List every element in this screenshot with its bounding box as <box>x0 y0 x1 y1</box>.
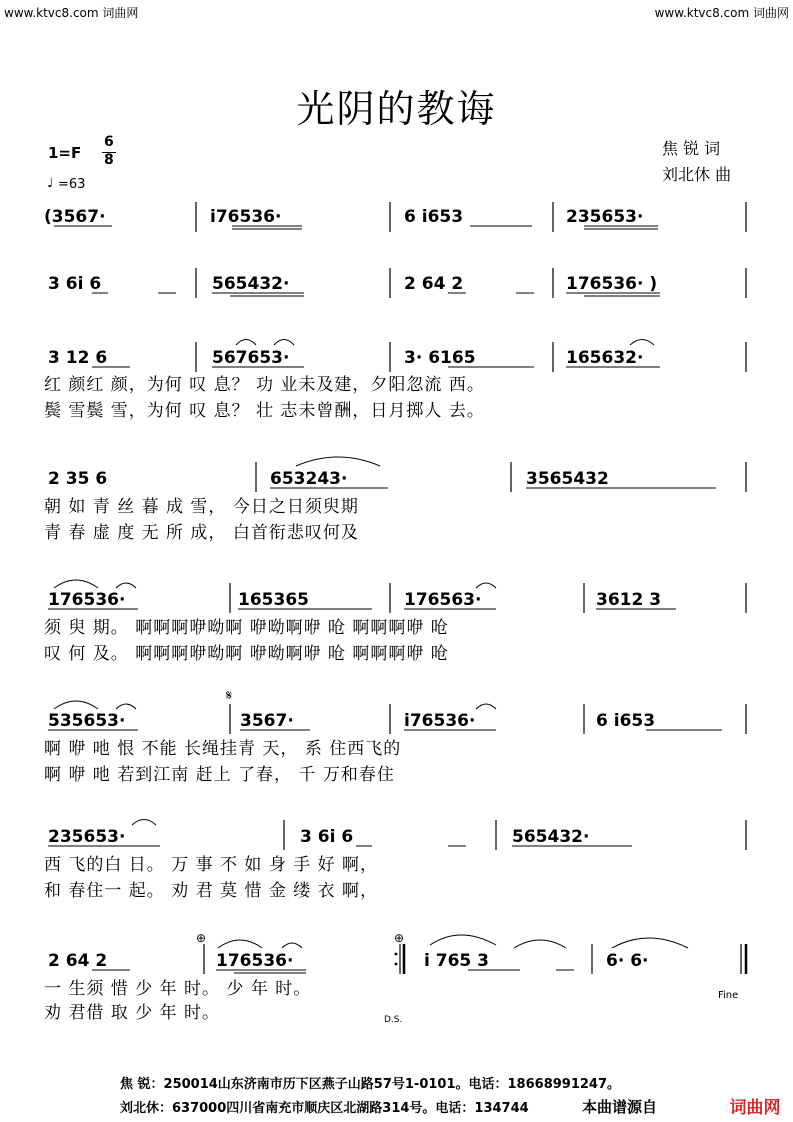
measure-text: 535653· <box>48 711 126 731</box>
lyric-line-verse-1: 朝 如 青 丝 暮 成 雪， 今日之日须臾期 <box>44 497 359 517</box>
measure-text: 176563· <box>404 590 482 610</box>
measure-text: 3 6i 6 <box>300 827 354 847</box>
measure-text: 176536· <box>48 590 126 610</box>
lyric-line-verse-2: 鬓 雪鬓 雪，为何 叹 息？ 壮 志未曾酬，日月掷人 去。 <box>44 401 485 421</box>
measure-text: 653243· <box>270 469 348 489</box>
measure-text: 165632· <box>566 348 644 368</box>
score-row-5 <box>44 580 746 664</box>
coda-icon: ⊕ <box>196 931 207 945</box>
footer-contact-composer: 刘北休：637000四川省南充市顺庆区北湖路314号。电话：134744 <box>120 1101 529 1116</box>
segno-icon: 𝄋 <box>226 688 233 704</box>
score-row-2 <box>48 268 746 298</box>
site-logo: 词曲网 <box>721 1096 789 1120</box>
measure-text: 176536· <box>216 951 294 971</box>
measure-text: 176536· ) <box>566 274 658 294</box>
key-signature: 1=F <box>48 144 82 162</box>
lyric-line-verse-2: 和 春住一 起。 劝 君 莫 惜 金 缕 衣 啊， <box>44 881 379 901</box>
source-stamp: 本曲谱源自 <box>582 1096 682 1118</box>
measure-text: 165365 <box>238 590 309 610</box>
footer-contact-lyricist: 焦 锐：250014山东济南市历下区燕子山路57号1-0101。电话：18668991247。 <box>120 1077 621 1092</box>
measure-text: 3· 6165 <box>404 348 476 368</box>
lyric-line-verse-1: 红 颜红 颜，为何 叹 息？ 功 业未及建，夕阳忽流 西。 <box>44 375 485 395</box>
lyric-line-verse-2: 青 春 虚 度 无 所 成， 白首衔悲叹何及 <box>44 523 359 543</box>
fine-marking: Fine <box>718 990 739 1001</box>
score-row-8 <box>44 931 746 1025</box>
measure-text: 3 6i 6 <box>48 274 102 294</box>
lyric-line-verse-1: 一 生须 惜 少 年 时。 少 年 时。 <box>44 979 312 999</box>
measure-text: 3612 3 <box>596 590 662 610</box>
score-row-6 <box>44 688 746 785</box>
measure-text: 2 35 6 <box>48 469 108 489</box>
lyric-line-verse-1: 须 臾 期。 啊啊啊咿呦啊 咿呦啊咿 呛 啊啊啊咿 呛 <box>44 618 449 638</box>
quarter-note-icon: ♩ <box>47 176 54 191</box>
measure-text: 565432· <box>212 274 290 294</box>
measure-text: 6· 6· <box>606 951 649 971</box>
measure-text: i76536· <box>404 711 476 731</box>
measure-text: 567653· <box>212 348 290 368</box>
measure-text: 235653· <box>48 827 126 847</box>
measure-text: 2 64 2 <box>48 951 108 971</box>
lyric-line-verse-2: 劝 君借 取 少 年 时。 <box>44 1003 221 1023</box>
measure-text: 235653· <box>566 207 644 227</box>
header-right-text: www.ktvc8.com 词曲网 <box>654 6 789 20</box>
score-row-1 <box>44 202 746 232</box>
time-signature-top: 6 <box>104 134 114 150</box>
lyric-line-verse-1: 西 飞的白 日。 万 事 不 如 身 手 好 啊， <box>44 855 379 875</box>
lyricist-credit: 焦 锐 词 <box>662 139 721 158</box>
coda-icon: ⊕ <box>394 931 405 945</box>
measure-text: 3567· <box>240 711 294 731</box>
measure-text: i76536· <box>210 207 282 227</box>
tempo-marking: =63 <box>58 177 86 192</box>
lyric-line-verse-1: 啊 咿 吔 恨 不能 长绳挂青 天， 系 住西飞的 <box>44 739 402 759</box>
lyric-line-verse-2: 叹 何 及。 啊啊啊咿呦啊 咿呦啊咿 呛 啊啊啊咿 呛 <box>44 644 449 664</box>
measure-text: 3 12 6 <box>48 348 108 368</box>
measure-text: (3567· <box>44 207 106 227</box>
score-row-7 <box>44 820 746 902</box>
measure-text: i 765 3 <box>424 951 489 971</box>
score-row-3 <box>44 340 746 422</box>
measure-text: 3565432 <box>526 469 609 489</box>
lyric-line-verse-2: 啊 咿 吔 若到江南 赶上 了春， 千 万和春住 <box>44 765 395 785</box>
ds-marking: D.S. <box>384 1015 403 1025</box>
measure-text: 565432· <box>512 827 590 847</box>
page-title: 光阴的教诲 <box>296 87 497 131</box>
measure-text: 6 i653 <box>404 207 464 227</box>
composer-credit: 刘北休 曲 <box>662 165 732 184</box>
measure-text: 2 64 2 <box>404 274 464 294</box>
header-left-text: www.ktvc8.com 词曲网 <box>4 6 139 20</box>
measure-text: 6 i653 <box>596 711 656 731</box>
time-signature-bottom: 8 <box>104 152 114 168</box>
score-row-4 <box>44 457 746 543</box>
